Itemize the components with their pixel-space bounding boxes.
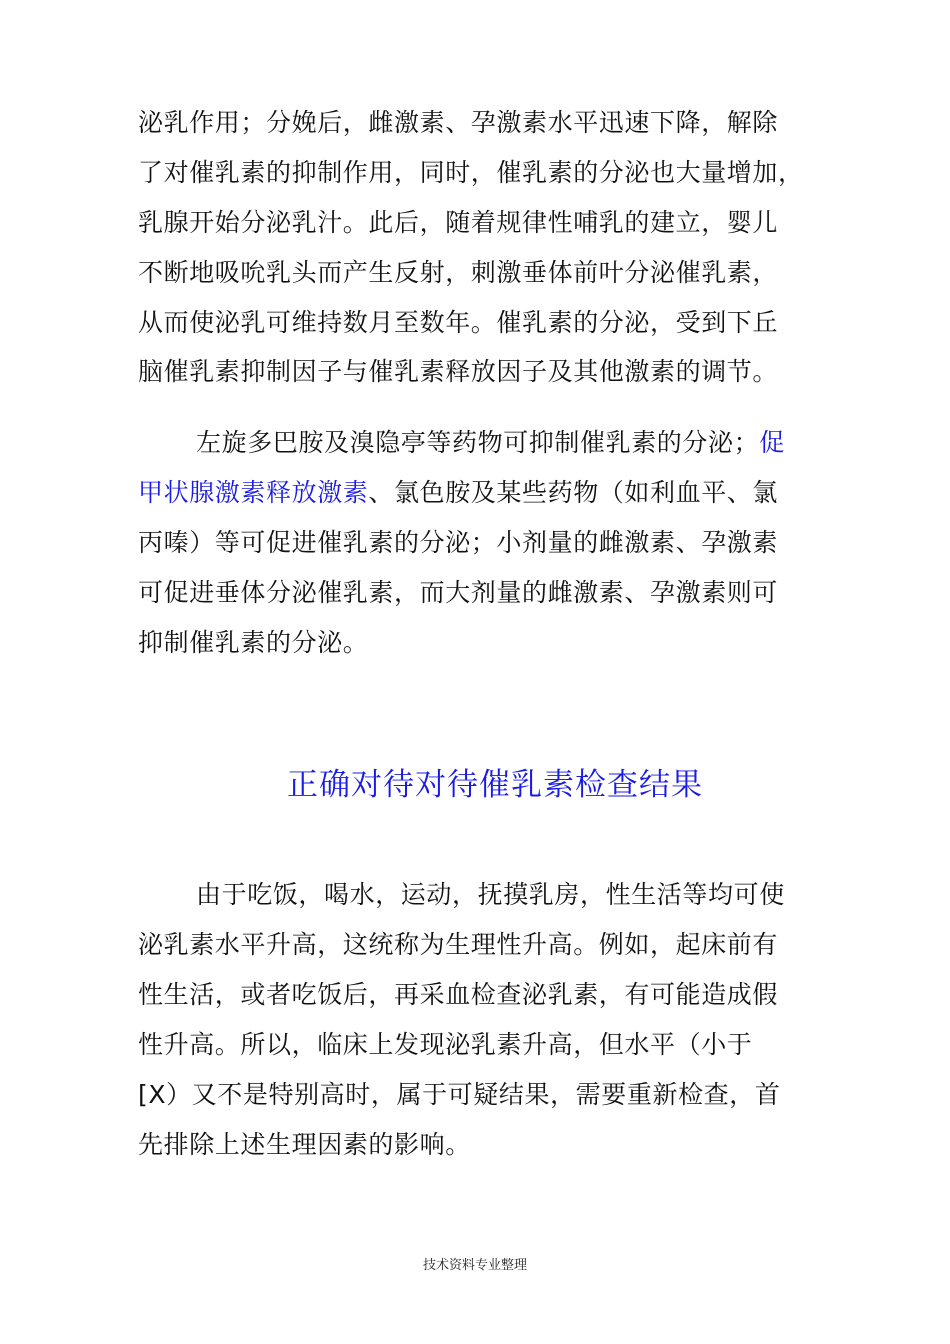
- paragraph-line: 了对催乳素的抑制作用，同时，催乳素的分泌也大量增加，: [138, 158, 804, 187]
- paragraph-text: 、氯色胺及某些药物（如利血平、氯: [368, 478, 779, 507]
- paragraph-line: 丙嗪）等可促进催乳素的分泌；小剂量的雌激素、孕激素: [138, 528, 779, 557]
- paragraph-line: 性升高。所以，临床上发现泌乳素升高，但水平（小于: [138, 1030, 753, 1059]
- paragraph-line: 可促进垂体分泌催乳素，而大剂量的雌激素、孕激素则可: [138, 578, 779, 607]
- page-footer: 技术资料专业整理: [422, 1258, 527, 1273]
- section-heading: 正确对待对待催乳素检查结果: [287, 767, 703, 803]
- paragraph-line: 由于吃饭，喝水，运动，抚摸乳房，性生活等均可使: [196, 880, 785, 909]
- paragraph-line: [138, 478, 778, 508]
- paragraph-line: [196, 428, 785, 458]
- paragraph-line: [X）又不是特别高时，属于可疑结果，需要重新检查，首: [138, 1080, 781, 1109]
- paragraph-line: 乳腺开始分泌乳汁。此后，随着规律性哺乳的建立，婴儿: [138, 208, 779, 237]
- paragraph-line: 脑催乳素抑制因子与催乳素释放因子及其他激素的调节。: [138, 357, 779, 386]
- paragraph-line: 先排除上述生理因素的影响。: [138, 1130, 471, 1159]
- paragraph-line: 性生活，或者吃饭后，再采血检查泌乳素，有可能造成假: [138, 980, 779, 1009]
- paragraph-line: 泌乳作用；分娩后，雌激素、孕激素水平迅速下降，解除: [138, 108, 779, 137]
- hyperlink-text[interactable]: 促: [759, 428, 785, 457]
- paragraph-line: 不断地吸吮乳头而产生反射，刺激垂体前叶分泌催乳素，: [138, 258, 779, 287]
- paragraph-line: 从而使泌乳可维持数月至数年。催乳素的分泌，受到下丘: [138, 308, 779, 337]
- paragraph-line: 泌乳素水平升高，这统称为生理性升高。例如，起床前有: [138, 930, 779, 959]
- hyperlink-text[interactable]: 甲状腺激素释放激素: [138, 478, 369, 507]
- paragraph-line: 抑制催乳素的分泌。: [138, 628, 369, 657]
- paragraph-text: 左旋多巴胺及溴隐亭等药物可抑制催乳素的分泌；: [196, 428, 760, 457]
